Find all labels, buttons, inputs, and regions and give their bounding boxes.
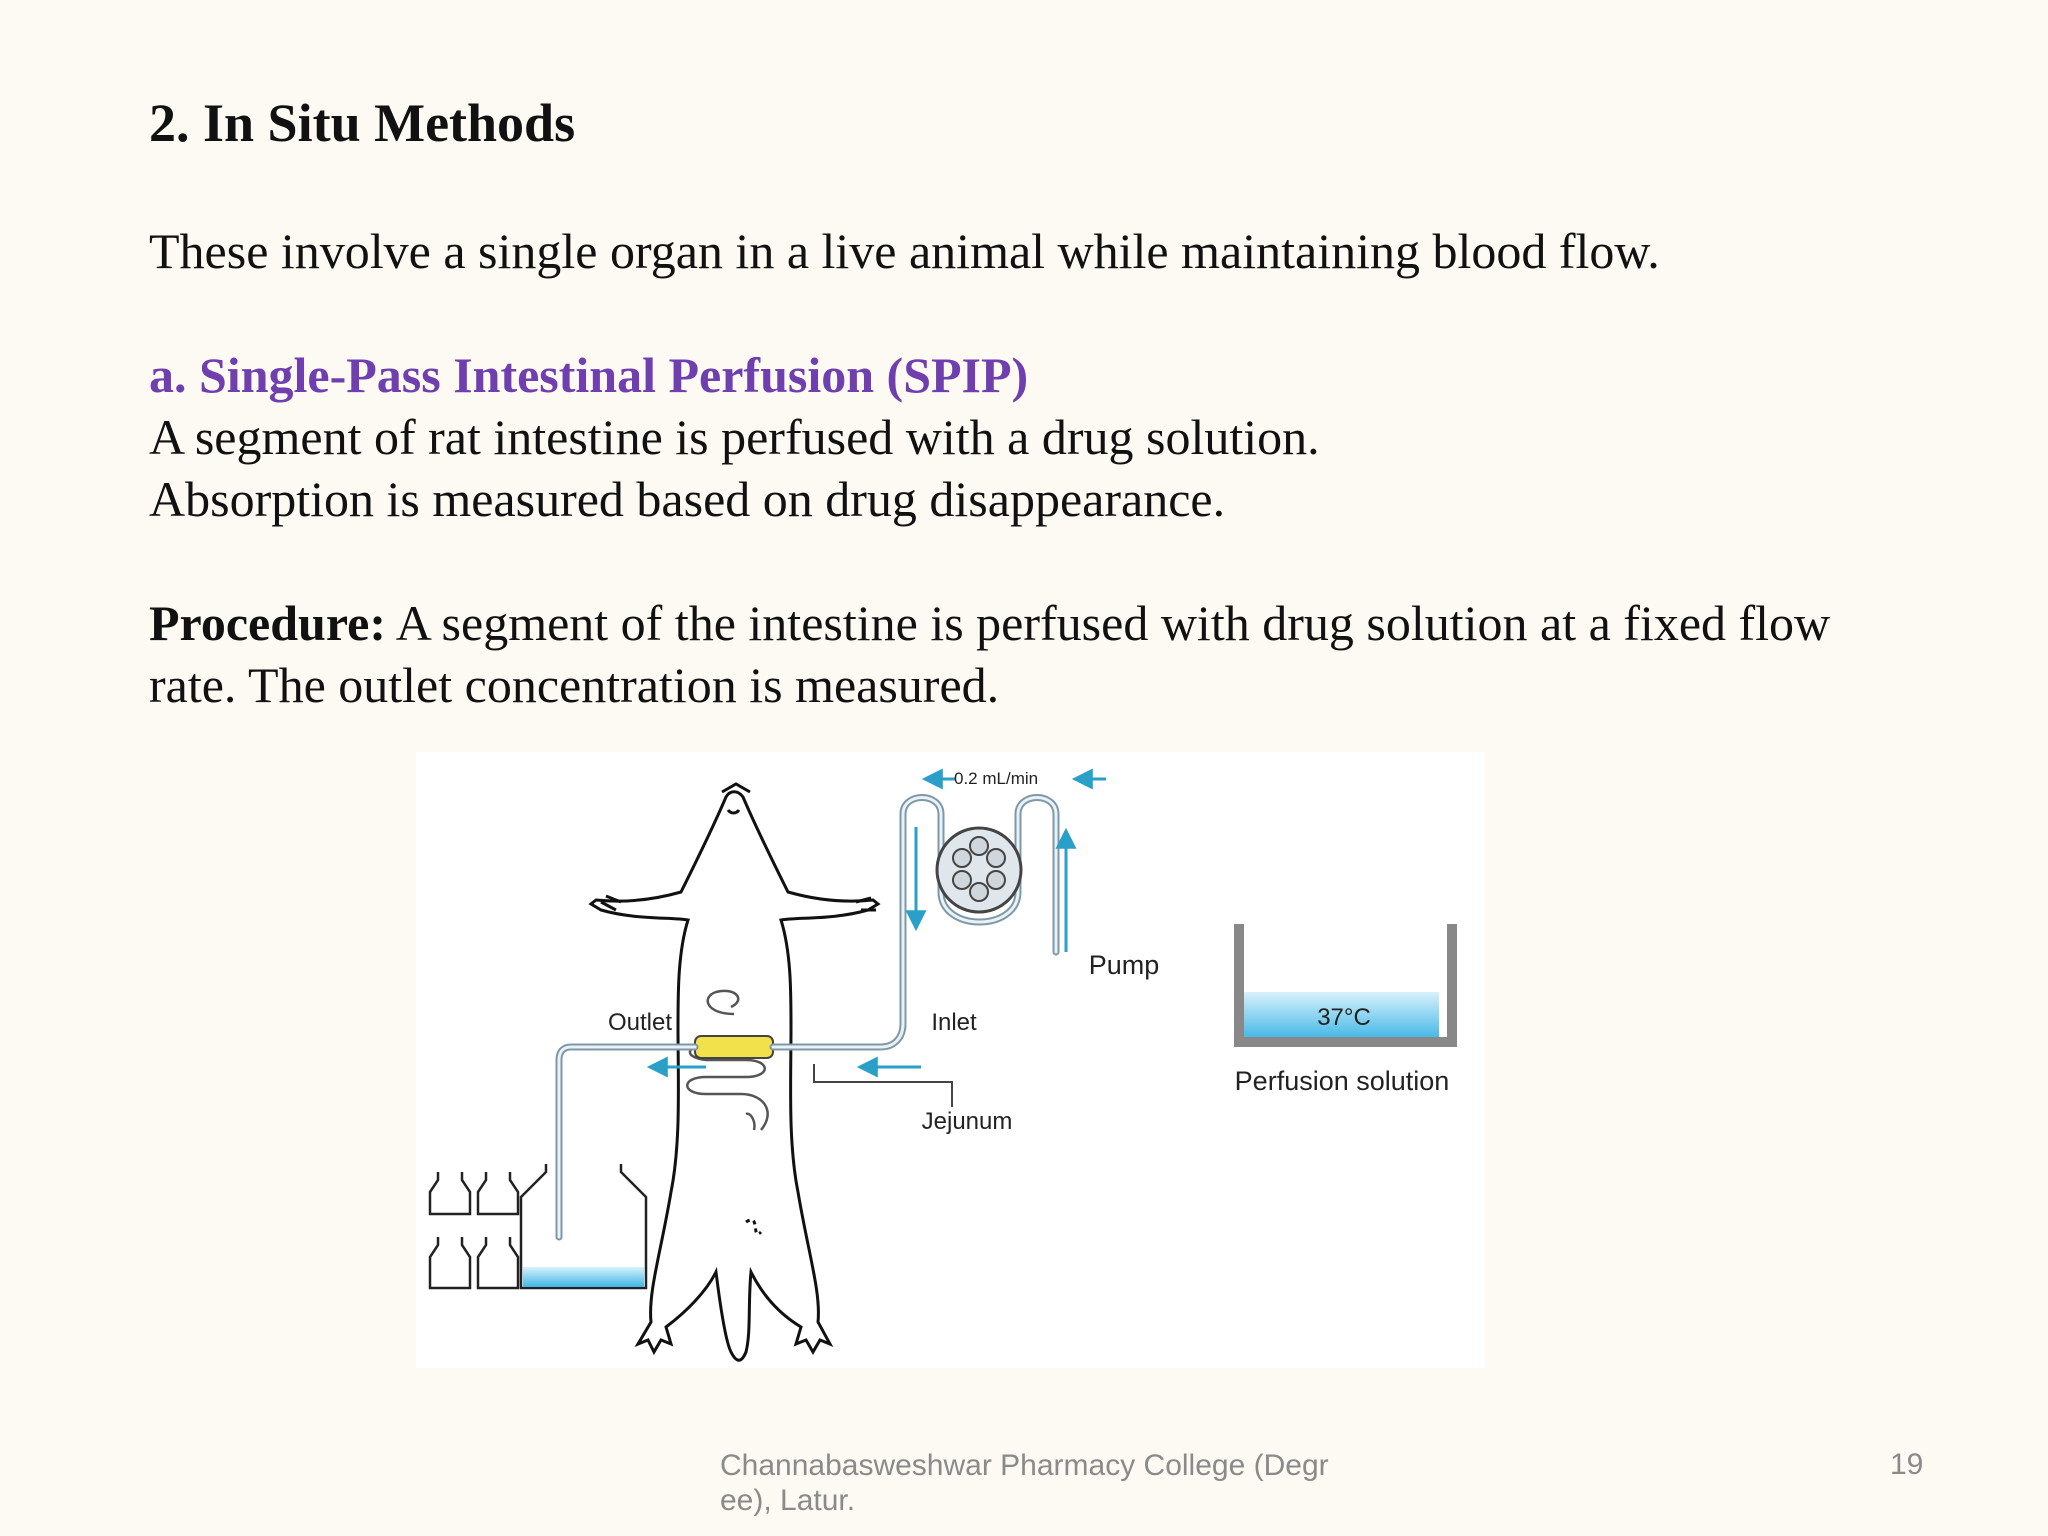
spip-diagram-svg: [416, 752, 1485, 1368]
outlet-label: Outlet: [607, 1009, 673, 1036]
spip-diagram: [416, 752, 1485, 1368]
pump-label: Pump: [1088, 950, 1160, 980]
procedure-paragraph: [149, 592, 1909, 716]
jejunum-segment: [695, 1036, 773, 1058]
outlet-tubing: [559, 1047, 695, 1237]
perfusion-solution-label: Perfusion solution: [1234, 1066, 1450, 1096]
jejunum-pointer: [814, 1064, 952, 1107]
description-line-1: A segment of rat intestine is perfused with a drug solution.: [149, 409, 1320, 465]
procedure-text: A segment of the intestine is perfused with drug solution at a fixed flow rate. The outlet concentration is measured.: [149, 595, 1831, 713]
jejunum-label: Jejunum: [921, 1108, 1013, 1135]
collected-liquid: [523, 1267, 644, 1287]
section-subheading: a. Single-Pass Intestinal Perfusion (SPIP): [149, 347, 1029, 403]
intestine-loops: [687, 991, 767, 1130]
page-number: 19: [1890, 1448, 1924, 1481]
procedure-label: Procedure:: [149, 595, 386, 651]
peristaltic-pump-icon: [937, 828, 1021, 912]
inlet-label: Inlet: [931, 1009, 977, 1036]
slide-title: 2. In Situ Methods: [149, 93, 576, 153]
flow-rate-label: 0.2 mL/min: [954, 769, 1039, 788]
description-line-2: Absorption is measured based on drug disappearance.: [149, 471, 1226, 527]
intro-text: These involve a single organ in a live animal while maintaining blood flow.: [149, 223, 1660, 279]
footer-college: Channabasweshwar Pharmacy College (Degree), Latur.: [720, 1449, 1329, 1517]
flow-arrow-icon: [651, 779, 1106, 1067]
temperature-label: 37°C: [1317, 1004, 1371, 1031]
